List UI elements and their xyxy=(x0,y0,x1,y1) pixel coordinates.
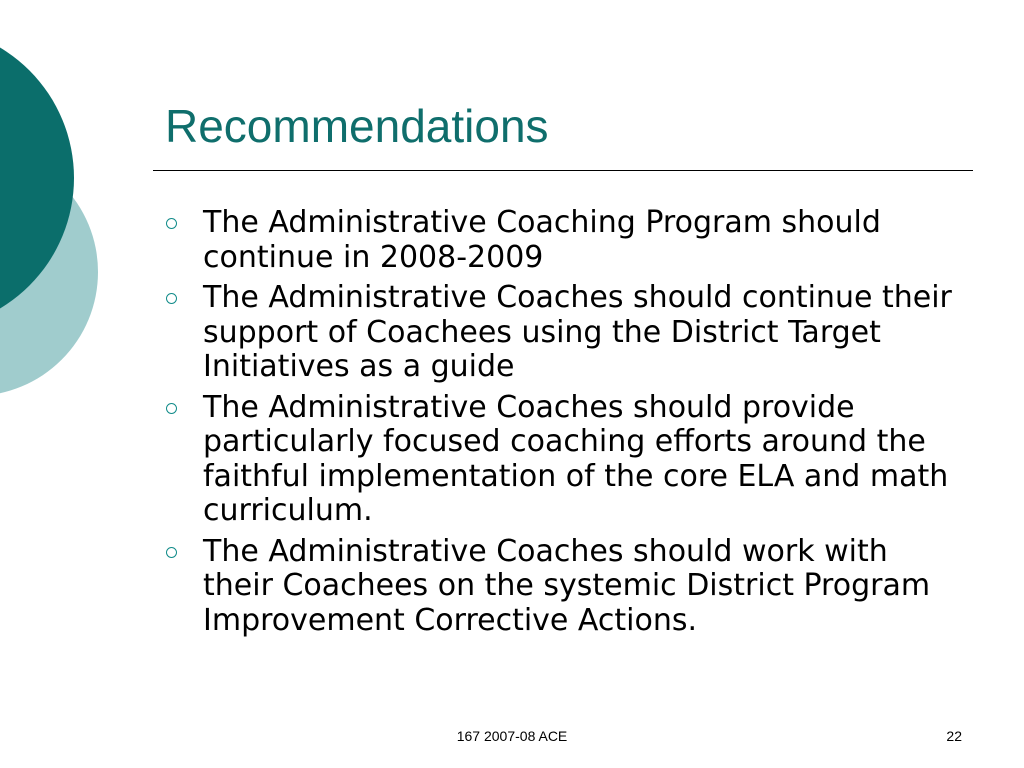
bullet-item xyxy=(166,281,966,385)
bullet-text: The Administrative Coaches should work with their Coachees on the systemic District Program Improvement Corrective Actions. xyxy=(203,533,931,638)
hollow-circle-bullet-icon xyxy=(166,403,177,414)
bullet-text: The Administrative Coaching Program should continue in 2008-2009 xyxy=(203,205,881,275)
bullet-list xyxy=(166,206,966,644)
bullet-item xyxy=(166,206,966,275)
hollow-circle-bullet-icon xyxy=(166,218,177,229)
hollow-circle-bullet-icon xyxy=(166,547,177,558)
bullet-item xyxy=(166,391,966,529)
slide-title: Recommendations xyxy=(165,100,549,152)
slide-number: 22 xyxy=(946,728,962,744)
title-divider xyxy=(153,170,973,171)
footer-text: 167 2007-08 ACE xyxy=(456,728,568,744)
bullet-item xyxy=(166,535,966,639)
bullet-text: The Administrative Coaches should provide particularly focused coaching efforts around the faithful implementation of the core ELA and math curriculum. xyxy=(203,389,949,528)
hollow-circle-bullet-icon xyxy=(166,293,177,304)
bullet-text: The Administrative Coaches should continue their support of Coachees using the District Target Initiatives as a guide xyxy=(203,280,952,384)
